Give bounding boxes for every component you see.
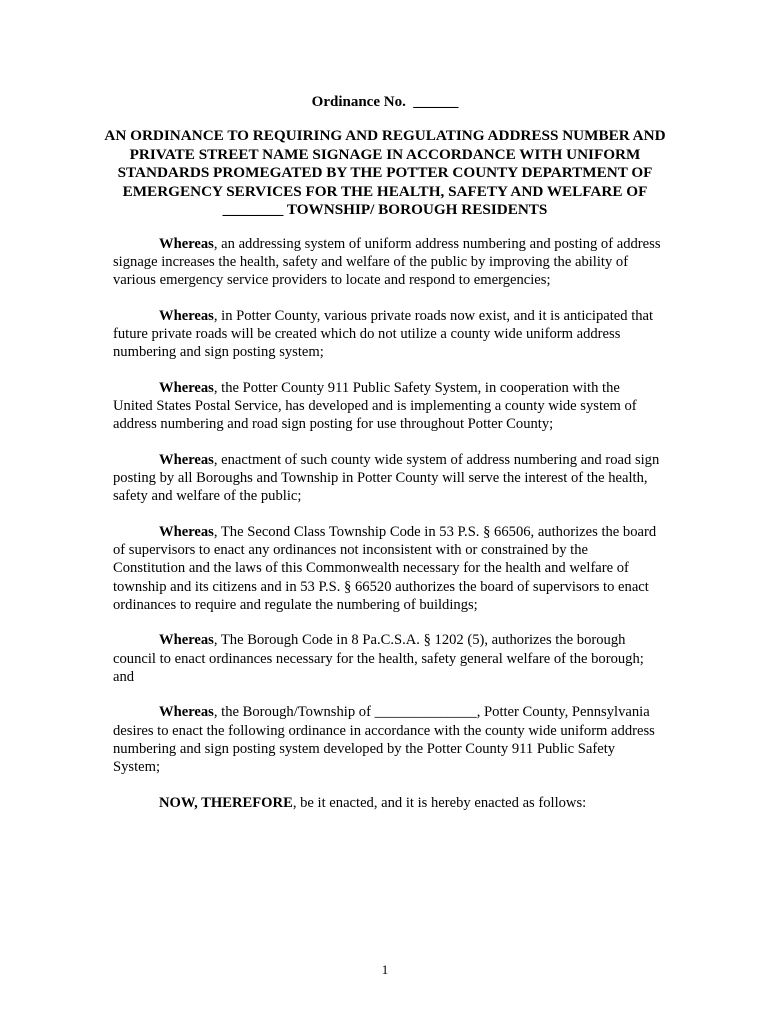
whereas-paragraph xyxy=(113,703,661,776)
paragraph-text: , The Borough Code in 8 Pa.C.S.A. § 1202 (5), authorizes the borough council to enact ordinances necessary for the health, safety general welfare of the borough; and xyxy=(113,632,644,685)
ordinance-body xyxy=(113,235,661,829)
paragraph-text: , enactment of such county wide system of address numbering and road sign posting by all Boroughs and Township in Potter County will serve the interest of the health, safety and welfare of the public; xyxy=(113,452,660,505)
paragraph-lead: Whereas xyxy=(159,308,214,324)
whereas-paragraph xyxy=(113,631,661,686)
whereas-paragraph xyxy=(113,379,661,434)
paragraph-lead: Whereas xyxy=(159,632,214,649)
paragraph-text: , the Borough/Township of ______________, Potter County, Pennsylvania desires to enact the following ordinance in accordance with the county wide uniform address numbering and sign posting system developed by the Potter County 911 Public Safety System; xyxy=(113,704,655,776)
ordinance-number-blank: ______ xyxy=(413,94,459,110)
ordinance-label: Ordinance No. xyxy=(311,94,406,110)
ordinance-title: AN ORDINANCE TO REQUIRING AND REGULATING ADDRESS NUMBER AND PRIVATE STREET NAME SIGNAGE IN ACCORDANCE WITH UNIFORM STANDARDS PROMEGATED BY THE POTTER COUNTY DEPARTMENT OF EMERGENCY SERVICES FOR THE HEALTH, SAFETY AND WELFARE OF ________ TOWNSHIP/ BOROUGH RESIDENTS xyxy=(104,127,666,219)
paragraph-lead: Whereas xyxy=(159,704,214,721)
paragraph-text: , be it enacted, and it is hereby enacted as follows: xyxy=(292,794,587,811)
enactment-paragraph xyxy=(113,794,661,812)
ordinance-number-heading xyxy=(0,93,770,111)
whereas-paragraph xyxy=(113,523,661,614)
paragraph-lead: Whereas xyxy=(159,524,214,540)
paragraph-text: , the Potter County 911 Public Safety System, in cooperation with the United States Postal Service, has developed and is implementing a county wide system of address numbering and road sign posting for use throughout Potter County; xyxy=(113,380,637,433)
paragraph-lead: Whereas xyxy=(159,236,214,252)
paragraph-text: , in Potter County, various private roads now exist, and it is anticipated that future private roads will be created which do not utilize a county wide uniform address numbering and sign posting system; xyxy=(113,308,654,361)
whereas-paragraph xyxy=(113,235,661,290)
whereas-paragraph xyxy=(113,451,661,506)
page-number: 1 xyxy=(381,962,389,977)
paragraph-text: , The Second Class Township Code in 53 P.S. § 66506, authorizes the board of supervisors to enact any ordinances not inconsistent with or constrained by the Constitution and the laws of this Commonwealth necessary for the health and welfare of township and its citizens and in 53 P.S. § 66520 authorizes the board of supervisors to enact ordinances to require and regulate the numbering of buildings; xyxy=(113,524,657,613)
paragraph-lead: NOW, THEREFORE xyxy=(159,794,293,811)
paragraph-lead: Whereas xyxy=(159,452,214,468)
whereas-paragraph xyxy=(113,307,661,362)
paragraph-text: , an addressing system of uniform address numbering and posting of address signage increases the health, safety and welfare of the public by improving the ability of various emergency service providers to locate and respond to emergencies; xyxy=(113,236,661,289)
paragraph-lead: Whereas xyxy=(159,380,214,396)
